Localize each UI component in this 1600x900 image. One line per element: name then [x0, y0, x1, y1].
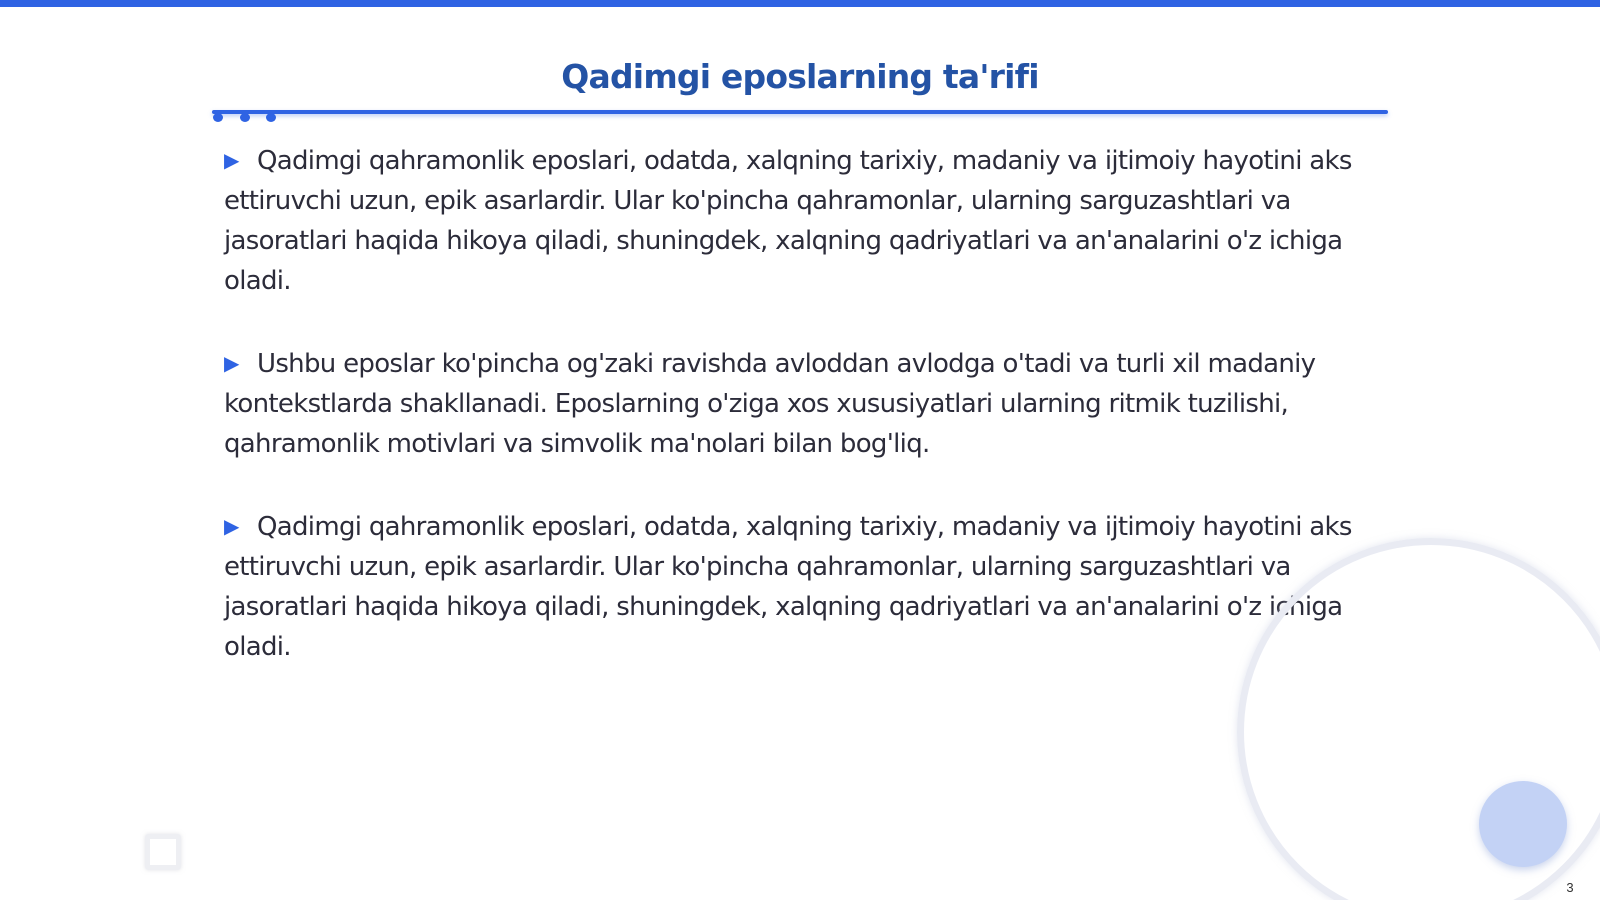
triangle-bullet-icon: ▶ — [224, 148, 239, 172]
decorative-dot — [240, 113, 250, 122]
decorative-circle — [1479, 781, 1567, 867]
title-underline — [212, 110, 1388, 114]
bullet-text: Qadimgi qahramonlik eposlari, odatda, xalqning tarixiy, madaniy va ijtimoiy hayotini aks ettiruvchi uzun, epik asarlardir. Ular ko'pincha qahramonlar, ularning sarguzashtlari va jasoratlari haqida hikoya qiladi, shuningdek, xalqning qadriyatlari va an'analarini o'z ichiga oladi. — [224, 512, 1352, 662]
bullet-item — [224, 140, 1384, 301]
bullet-item — [224, 506, 1384, 667]
decorative-dot — [213, 113, 223, 122]
bullet-item — [224, 343, 1384, 464]
bullet-text: Ushbu eposlar ko'pincha og'zaki ravishda avloddan avlodga o'tadi va turli xil madaniy kontekstlarda shakllanadi. Eposlarning o'ziga xos xususiyatlari ularning ritmik tuzilishi, qahramonlik motivlari va simvolik ma'nolari bilan bog'liq. — [224, 349, 1316, 459]
triangle-bullet-icon: ▶ — [224, 351, 239, 375]
decorative-dot — [266, 113, 276, 122]
triangle-bullet-icon: ▶ — [224, 514, 239, 538]
top-accent-bar — [0, 0, 1600, 7]
bullet-text: Qadimgi qahramonlik eposlari, odatda, xalqning tarixiy, madaniy va ijtimoiy hayotini aks ettiruvchi uzun, epik asarlardir. Ular ko'pincha qahramonlar, ularning sarguzashtlari va jasoratlari haqida hikoya qiladi, shuningdek, xalqning qadriyatlari va an'analarini o'z ichiga oladi. — [224, 146, 1352, 296]
decorative-square — [145, 834, 181, 870]
page-number: 3 — [1566, 880, 1574, 895]
slide-title: Qadimgi eposlarning ta'rifi — [561, 57, 1039, 96]
bullet-list — [224, 140, 1384, 709]
